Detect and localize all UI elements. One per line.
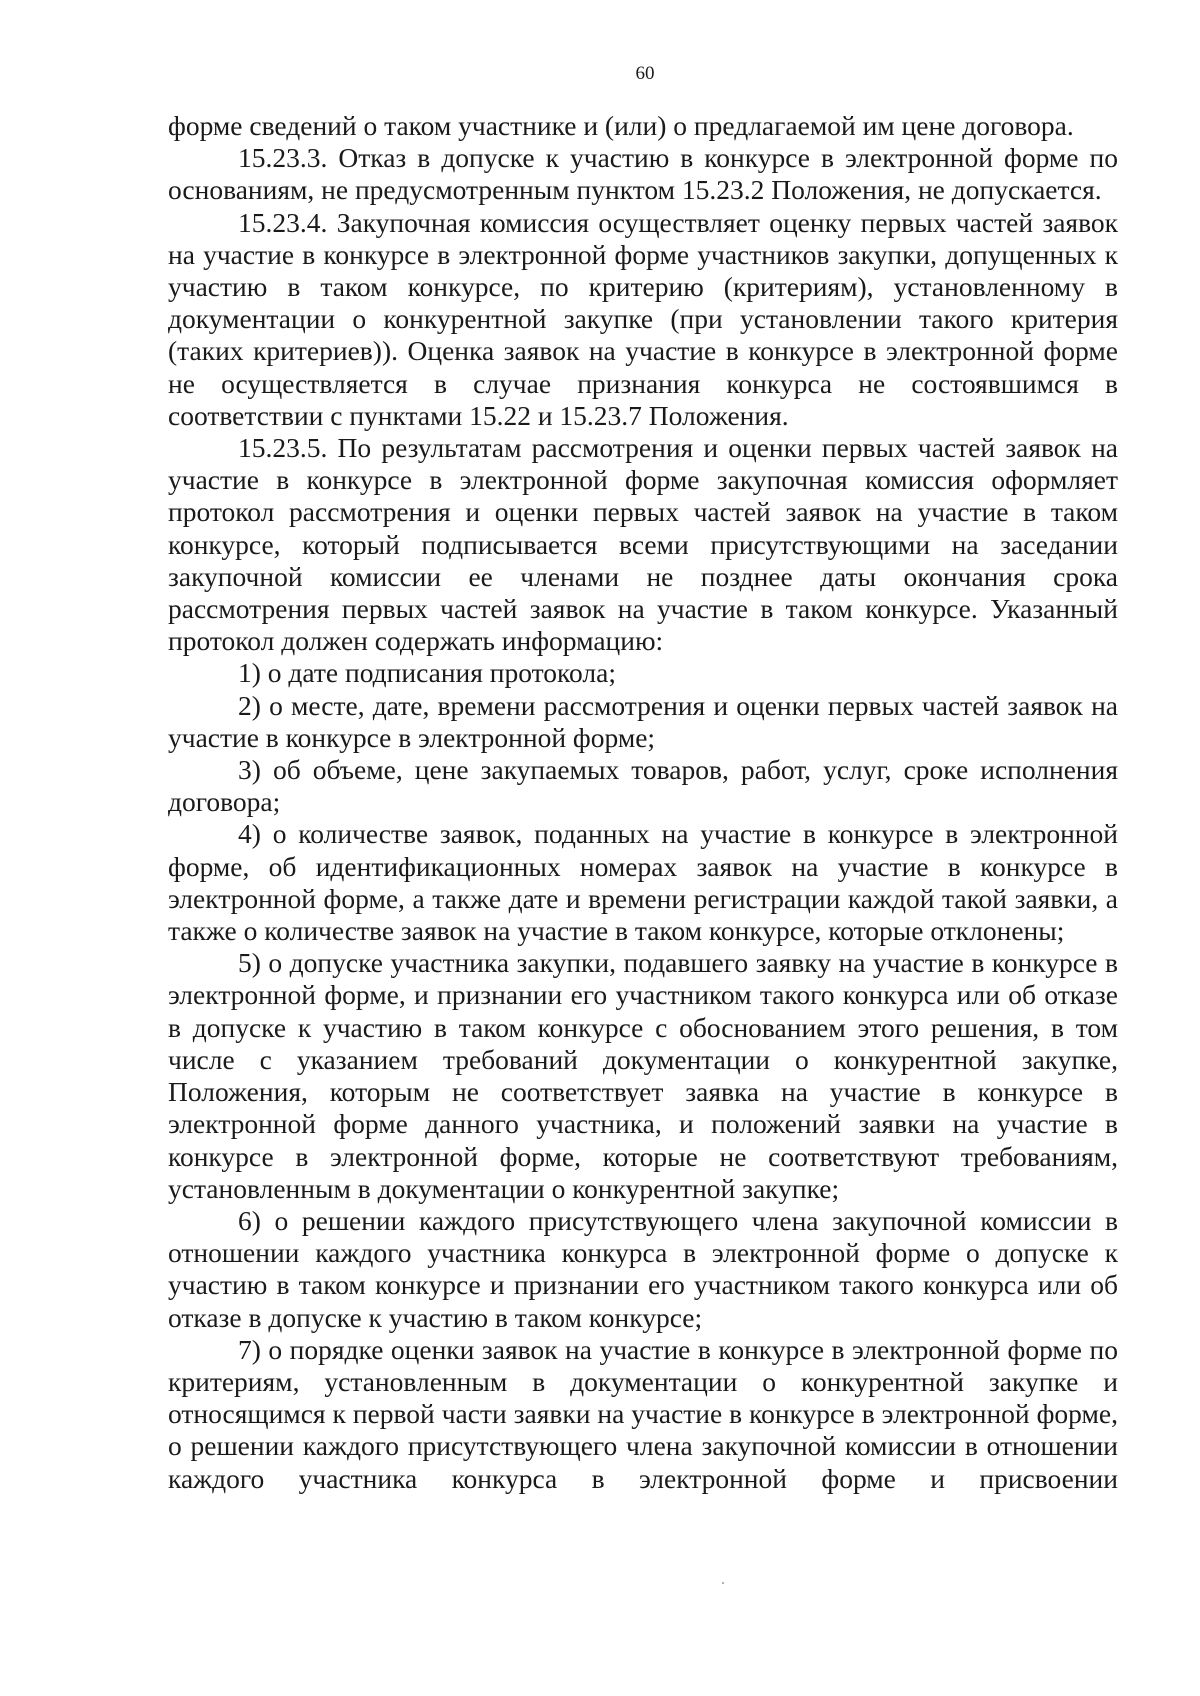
list-item-7: 7) о порядке оценки заявок на участие в конкурсе в электронной форме по критериям, установленным в документации о конкурентной закупке и относящимся к первой части заявки на участие в конкурсе в электронной форме, о решении каждого присутствующего члена закупочной комиссии в отношении каждого участника конкурса в электронной форме и присвоении [168, 1333, 1118, 1494]
paragraph-15-23-5: 15.23.5. По результатам рассмотрения и оценки первых частей заявок на участие в конкурсе в электронной форме закупочная комиссия оформляет протокол рассмотрения и оценки первых частей заявок на участие в таком конкурсе, который подписывается всеми присутствующими на заседании закупочной комиссии ее членами не позднее даты окончания срока рассмотрения первых частей заявок на участие в таком конкурсе. Указанный протокол должен содержать информацию: [168, 432, 1118, 657]
document-body [168, 110, 1118, 1495]
list-item-6: 6) о решении каждого присутствующего члена закупочной комиссии в отношении каждого участника конкурса в электронной форме о допуске к участию в таком конкурсе и признании его участником такого конкурса или об отказе в допуске к участию в таком конкурсе; [168, 1204, 1118, 1333]
list-item-5: 5) о допуске участника закупки, подавшего заявку на участие в конкурсе в электронной форме, и признании его участником такого конкурса или об отказе в допуске к участию в таком конкурсе с обоснованием этого решения, в том числе с указанием требований документации о конкурентной закупке, Положения, которым не соответствует заявка на участие в конкурсе в электронной форме данного участника, и положений заявки на участие в конкурсе в электронной форме, которые не соответствуют требованиям, установленным в документации о конкурентной закупке; [168, 947, 1118, 1204]
list-item-1: 1) о дате подписания протокола; [238, 657, 616, 689]
page-number: 60 [635, 63, 655, 84]
scan-speck [722, 1582, 724, 1584]
paragraph-continuation: форме сведений о таком участнике и (или) о предлагаемой им цене договора. [168, 110, 1074, 141]
paragraph-15-23-4: 15.23.4. Закупочная комиссия осуществляет оценку первых частей заявок на участие в конкурсе в электронной форме участников закупки, допущенных к участию в таком конкурсе, по критерию (критериям), установленному в документации о конкурентной закупке (при установлении такого критерия (таких критериев)). Оценка заявок на участие в конкурсе в электронной форме не осуществляется в случае признания конкурса не состоявшимся в соответствии с пунктами 15.22 и 15.23.7 Положения. [168, 206, 1118, 431]
list-item-4: 4) о количестве заявок, поданных на участие в конкурсе в электронной форме, об идентификационных номерах заявок на участие в конкурсе в электронной форме, а также дате и времени регистрации каждой такой заявки, а также о количестве заявок на участие в таком конкурсе, которые отклонены; [168, 818, 1118, 947]
paragraph-15-23-3: 15.23.3. Отказ в допуске к участию в конкурсе в электронной форме по основаниям, не предусмотренным пунктом 15.23.2 Положения, не допускается. [168, 142, 1118, 206]
list-item-2: 2) о месте, дате, времени рассмотрения и оценки первых частей заявок на участие в конкурсе в электронной форме; [168, 689, 1118, 753]
list-item-3: 3) об объеме, цене закупаемых товаров, работ, услуг, сроке исполнения договора; [168, 754, 1118, 818]
